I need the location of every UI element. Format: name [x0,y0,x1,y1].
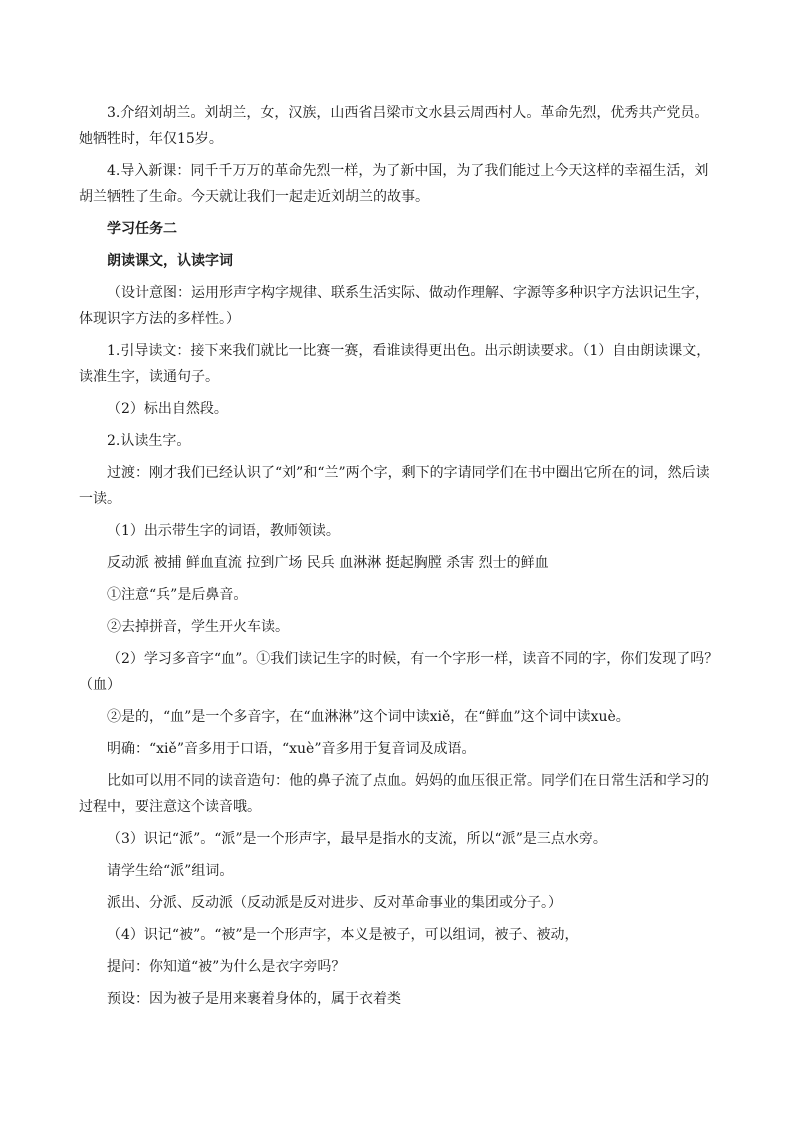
paragraph-pai-words-prompt: 请学生给“派”组词。 [107,863,234,879]
paragraph-question-bei: 提问：你知道“被”为什么是衣字旁吗？ [107,959,346,975]
paragraph-clarify-usage: 明确：“xiě”音多用于口语，“xuè”音多用于复音词及成语。 [107,741,476,757]
section-subheading-reading: 朗读课文，认读字词 [107,253,233,269]
section-heading-task-two: 学习任务二 [107,221,177,237]
paragraph-word-list: 反动派 被捕 鲜血直流 拉到广场 民兵 血淋淋 挺起胸膛 杀害 烈士的鲜血 [107,555,549,571]
paragraph-recognize-characters: 2.认读生字。 [107,433,191,449]
paragraph-polyphonic-xue: （2）学习多音字“血”。①我们读记生字的时候，有一个字形一样，读音不同的字，你们发现了吗？（血） [79,651,719,693]
paragraph-character-bei: （4）识记“被”。“被”是一个形声字，本义是被子，可以组词，被子、被动， [107,927,579,943]
paragraph-transition: 过渡：刚才我们已经认识了“刘”和“兰”两个字，剩下的字请同学们在书中圈出它所在的词，然后读一读。 [79,465,710,507]
paragraph-show-words: （1）出示带生字的词语，教师领读。 [107,523,340,539]
paragraph-pai-words: 派出、分派、反动派（反动派是反对进步、反对革命事业的集团或分子。） [107,895,562,911]
paragraph-train-reading: ②去掉拼音，学生开火车读。 [107,619,289,635]
paragraph-note-bing: ①注意“兵”是后鼻音。 [107,587,248,603]
paragraph-mark-paragraphs: （2）标出自然段。 [107,401,228,417]
document-content [79,100,721,1018]
paragraph-guided-reading: 1.引导读文：接下来我们就比一比赛一赛，看谁读得更出色。出示朗读要求。（1）自由朗读课文，读准生字，读通句子。 [79,343,711,385]
paragraph-xue-readings: ②是的，“血”是一个多音字，在“血淋淋”这个词中读xiě，在“鲜血”这个词中读xuè。 [107,709,630,725]
paragraph-new-lesson: 4.导入新课：同千千万万的革命先烈一样，为了新中国，为了我们能过上今天这样的幸福生活，刘胡兰牺牲了生命。今天就让我们一起走近刘胡兰的故事。 [79,163,709,205]
paragraph-preset-answer: 预设：因为被子是用来裹着身体的，属于衣着类 [107,991,401,1007]
paragraph-design-intent: （设计意图：运用形声字构字规律、联系生活实际、做动作理解、字源等多种识字方法识记生字，体现识字方法的多样性。） [79,285,709,327]
paragraph-character-pai: （3）识记“派”。“派”是一个形声字，最早是指水的支流，所以“派”是三点水旁。 [107,831,607,847]
paragraph-example-sentences: 比如可以用不同的读音造句：他的鼻子流了点血。妈妈的血压很正常。同学们在日常生活和学习的过程中，要注意这个读音哦。 [79,773,709,815]
paragraph-intro-liuhulan: 3.介绍刘胡兰。刘胡兰，女，汉族，山西省吕梁市文水县云周西村人。革命先烈，优秀共产党员。她牺牲时，年仅15岁。 [79,105,709,147]
